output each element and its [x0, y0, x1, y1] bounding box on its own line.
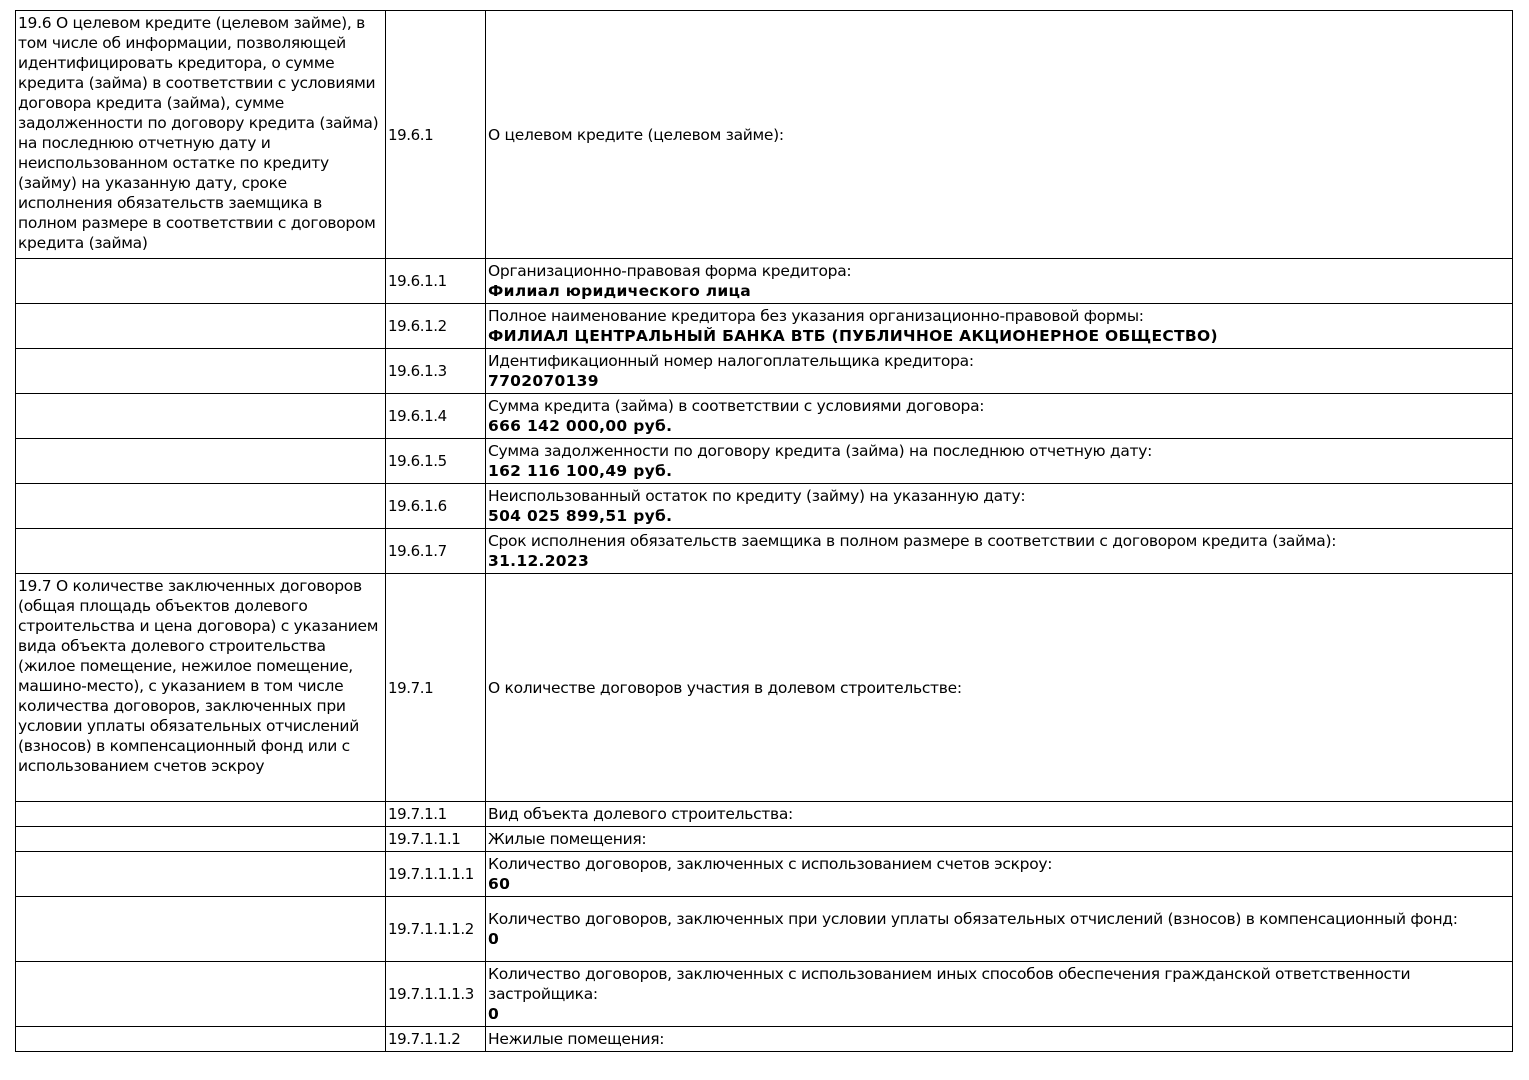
item-cell	[486, 574, 1513, 802]
item-label: Жилые помещения:	[488, 830, 647, 848]
item-code: 19.6.1.1	[386, 259, 486, 304]
item-value: ФИЛИАЛ ЦЕНТРАЛЬНЫЙ БАНКА ВТБ (ПУБЛИЧНОЕ АКЦИОНЕРНОЕ ОБЩЕСТВО)	[488, 327, 1218, 345]
item-label: Неиспользованный остаток по кредиту (займу) на указанную дату:	[488, 487, 1026, 505]
section-cell	[16, 897, 386, 962]
disclosure-table	[15, 10, 1513, 1052]
table-row	[16, 962, 1513, 1027]
item-cell	[486, 529, 1513, 574]
item-cell	[486, 11, 1513, 259]
item-value: 0	[488, 1005, 500, 1023]
section-cell	[16, 259, 386, 304]
item-cell	[486, 897, 1513, 962]
section-cell	[16, 852, 386, 897]
item-value: Филиал юридического лица	[488, 282, 752, 300]
table-row	[16, 574, 1513, 802]
item-code: 19.6.1.7	[386, 529, 486, 574]
item-label: Организационно-правовая форма кредитора:	[488, 262, 852, 280]
item-code: 19.7.1.1.1.1	[386, 852, 486, 897]
table-row	[16, 827, 1513, 852]
item-cell	[486, 1027, 1513, 1052]
section-title: 19.7 О количестве заключенных договоров (общая площадь объектов долевого строительства и цена договора) с указанием вида объекта долевого строительства (жилое помещение, нежилое помещение, машино-место), с указанием в том числе количества договоров, заключенных при условии уплаты обязательных отчислений (взносов) в компенсационный фонд или с использованием счетов эскроу	[18, 577, 379, 775]
item-value: 31.12.2023	[488, 552, 590, 570]
item-code: 19.7.1.1.1.3	[386, 962, 486, 1027]
item-cell	[486, 439, 1513, 484]
item-label: Срок исполнения обязательств заемщика в полном размере в соответствии с договором кредита (займа):	[488, 532, 1337, 550]
section-cell	[16, 484, 386, 529]
item-cell	[486, 484, 1513, 529]
item-label: Количество договоров, заключенных с использованием счетов эскроу:	[488, 855, 1053, 873]
table-row	[16, 802, 1513, 827]
item-label: Количество договоров, заключенных с использованием иных способов обеспечения гражданской ответственности застройщика:	[488, 965, 1411, 1003]
item-code: 19.6.1.3	[386, 349, 486, 394]
item-label: Полное наименование кредитора без указания организационно-правовой формы:	[488, 307, 1144, 325]
item-label: Сумма кредита (займа) в соответствии с условиями договора:	[488, 397, 985, 415]
item-label: Идентификационный номер налогоплательщика кредитора:	[488, 352, 974, 370]
section-cell	[16, 11, 386, 259]
item-code: 19.6.1.4	[386, 394, 486, 439]
item-value: 7702070139	[488, 372, 599, 390]
section-cell	[16, 1027, 386, 1052]
item-cell	[486, 259, 1513, 304]
item-value: 504 025 899,51 руб.	[488, 507, 673, 525]
item-value: 162 116 100,49 руб.	[488, 462, 673, 480]
table-row	[16, 1027, 1513, 1052]
table-row	[16, 349, 1513, 394]
item-code: 19.7.1.1.1	[386, 827, 486, 852]
section-cell	[16, 304, 386, 349]
item-cell	[486, 962, 1513, 1027]
item-code: 19.6.1.5	[386, 439, 486, 484]
item-label: Нежилые помещения:	[488, 1030, 665, 1048]
table-row	[16, 852, 1513, 897]
table-row	[16, 394, 1513, 439]
item-cell	[486, 349, 1513, 394]
section-cell	[16, 962, 386, 1027]
item-code: 19.6.1	[386, 11, 486, 259]
section-cell	[16, 349, 386, 394]
item-label: О целевом кредите (целевом займе):	[488, 125, 784, 144]
item-cell	[486, 304, 1513, 349]
table-row	[16, 529, 1513, 574]
section-cell	[16, 827, 386, 852]
section-cell	[16, 394, 386, 439]
item-cell	[486, 827, 1513, 852]
table-row	[16, 484, 1513, 529]
table-row	[16, 897, 1513, 962]
item-value: 0	[488, 930, 500, 948]
item-code: 19.6.1.6	[386, 484, 486, 529]
item-label: Вид объекта долевого строительства:	[488, 805, 793, 823]
item-value: 60	[488, 875, 511, 893]
item-code: 19.7.1	[386, 574, 486, 802]
item-label: О количестве договоров участия в долевом строительстве:	[488, 678, 962, 697]
section-cell	[16, 574, 386, 802]
section-cell	[16, 529, 386, 574]
section-title: 19.6 О целевом кредите (целевом займе), в том числе об информации, позволяющей идентифицировать кредитора, о сумме кредита (займа) в соответствии с условиями договора кредита (займа), сумме задолженности по договору кредита (займа) на последнюю отчетную дату и неиспользованном остатке по кредиту (займу) на указанную дату, сроке исполнения обязательств заемщика в полном размере в соответствии с договором кредита (займа)	[18, 14, 379, 252]
section-cell	[16, 439, 386, 484]
item-cell	[486, 394, 1513, 439]
item-cell	[486, 802, 1513, 827]
item-code: 19.7.1.1	[386, 802, 486, 827]
item-label: Сумма задолженности по договору кредита (займа) на последнюю отчетную дату:	[488, 442, 1153, 460]
section-cell	[16, 802, 386, 827]
item-label: Количество договоров, заключенных при условии уплаты обязательных отчислений (взносов) в компенсационный фонд:	[488, 910, 1458, 928]
item-code: 19.7.1.1.1.2	[386, 897, 486, 962]
item-cell	[486, 852, 1513, 897]
table-row	[16, 259, 1513, 304]
table-row	[16, 304, 1513, 349]
table-row	[16, 11, 1513, 259]
item-value: 666 142 000,00 руб.	[488, 417, 673, 435]
item-code: 19.6.1.2	[386, 304, 486, 349]
item-code: 19.7.1.1.2	[386, 1027, 486, 1052]
table-row	[16, 439, 1513, 484]
